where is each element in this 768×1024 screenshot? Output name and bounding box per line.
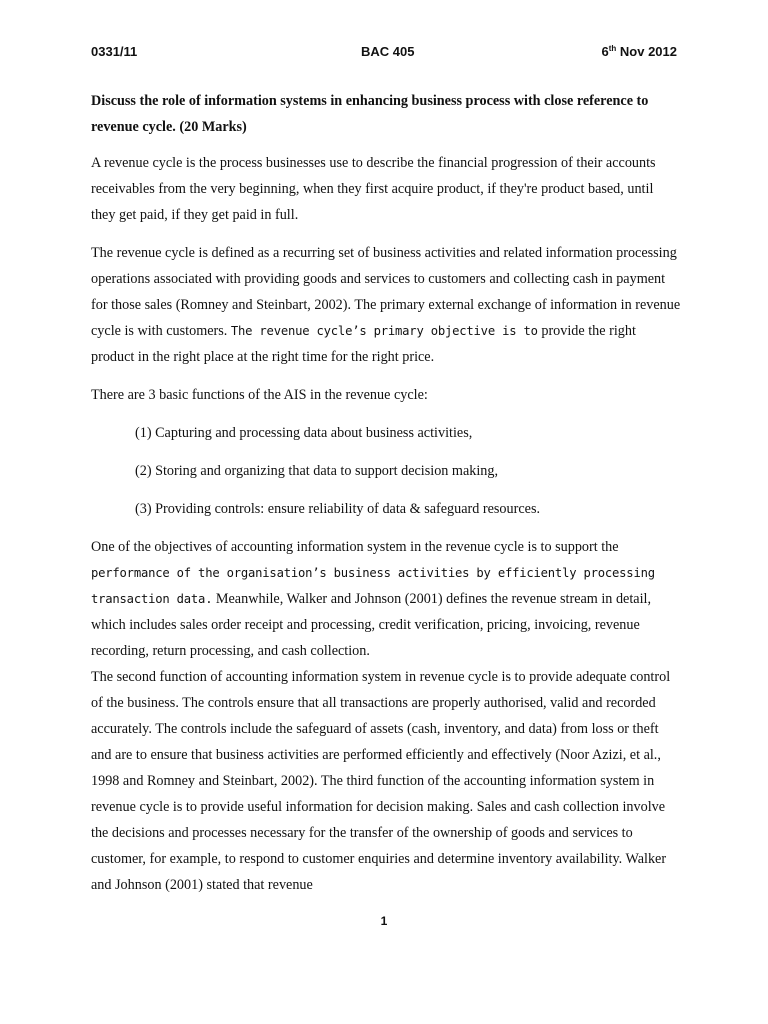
- paragraph-basic-functions-intro: There are 3 basic functions of the AIS in the revenue cycle:: [91, 387, 428, 403]
- page-number: 1: [380, 914, 388, 928]
- function-list-item: (1) Capturing and processing data about business activities,: [135, 425, 473, 441]
- document-body: [91, 88, 681, 898]
- function-list-item: (2) Storing and organizing that data to support decision making,: [135, 463, 499, 479]
- paragraph-revenue-cycle-definition: A revenue cycle is the process businesses use to describe the financial progression of their accounts receivables from the very beginning, when they first acquire product, if they're product based, until they get paid, if they get paid in full.: [91, 155, 656, 223]
- page-header: [91, 44, 677, 64]
- paragraph-objectives: [91, 534, 681, 664]
- question-heading: Discuss the role of information systems in enhancing business process with close reference to revenue cycle. (20 Marks): [91, 93, 649, 135]
- paragraph-text: Meanwhile, Walker and Johnson (2001) defines the revenue stream in detail, which includes sales order receipt and processing, credit verification, pricing, invoicing, revenue recording, return processing, and cash collection.: [91, 591, 652, 659]
- header-date-suffix: th: [608, 44, 617, 53]
- paragraph-revenue-cycle-activities: [91, 240, 681, 370]
- header-date-rest: Nov 2012: [616, 44, 677, 59]
- paragraph-text-alt-font: performance of the organisation’s business activities by efficiently processing transaction data.: [91, 566, 655, 606]
- paragraph-text-alt-font: The revenue cycle’s primary objective is to: [230, 324, 538, 338]
- function-list-item: (3) Providing controls: ensure reliability of data & safeguard resources.: [135, 501, 541, 517]
- paragraph-text: The revenue cycle is defined as a recurring set of business activities and related information processing operations associated with providing goods and services to customers and collecting cash in payment for those sales (Romney and Steinbart, 2002). The primary external exchange of information in revenue cycle is with customers.: [91, 245, 681, 339]
- header-course: BAC 405: [361, 44, 415, 59]
- paragraph-text: provide the right product in the right place at the right time for the right price.: [91, 323, 636, 365]
- header-date: [602, 44, 678, 59]
- header-code: 0331/11: [91, 44, 138, 59]
- paragraph-text: One of the objectives of accounting information system in the revenue cycle is to support the: [91, 539, 619, 555]
- paragraph-second-function: The second function of accounting information system in revenue cycle is to provide adequate control of the business. The controls ensure that all transactions are properly authorised, valid and recorded accurately. The controls include the safeguard of assets (cash, inventory, and data) from loss or theft and are to ensure that business activities are performed efficiently and effectively (Noor Azizi, et al., 1998 and Romney and Steinbart, 2002). The third function of the accounting information system in revenue cycle is to provide useful information for decision making. Sales and cash collection involve the decisions and processes necessary for the transfer of the ownership of goods and services to customer, for example, to respond to customer enquiries and determine inventory availability. Walker and Johnson (2001) stated that revenue: [91, 669, 671, 893]
- header-date-day: 6: [601, 44, 609, 59]
